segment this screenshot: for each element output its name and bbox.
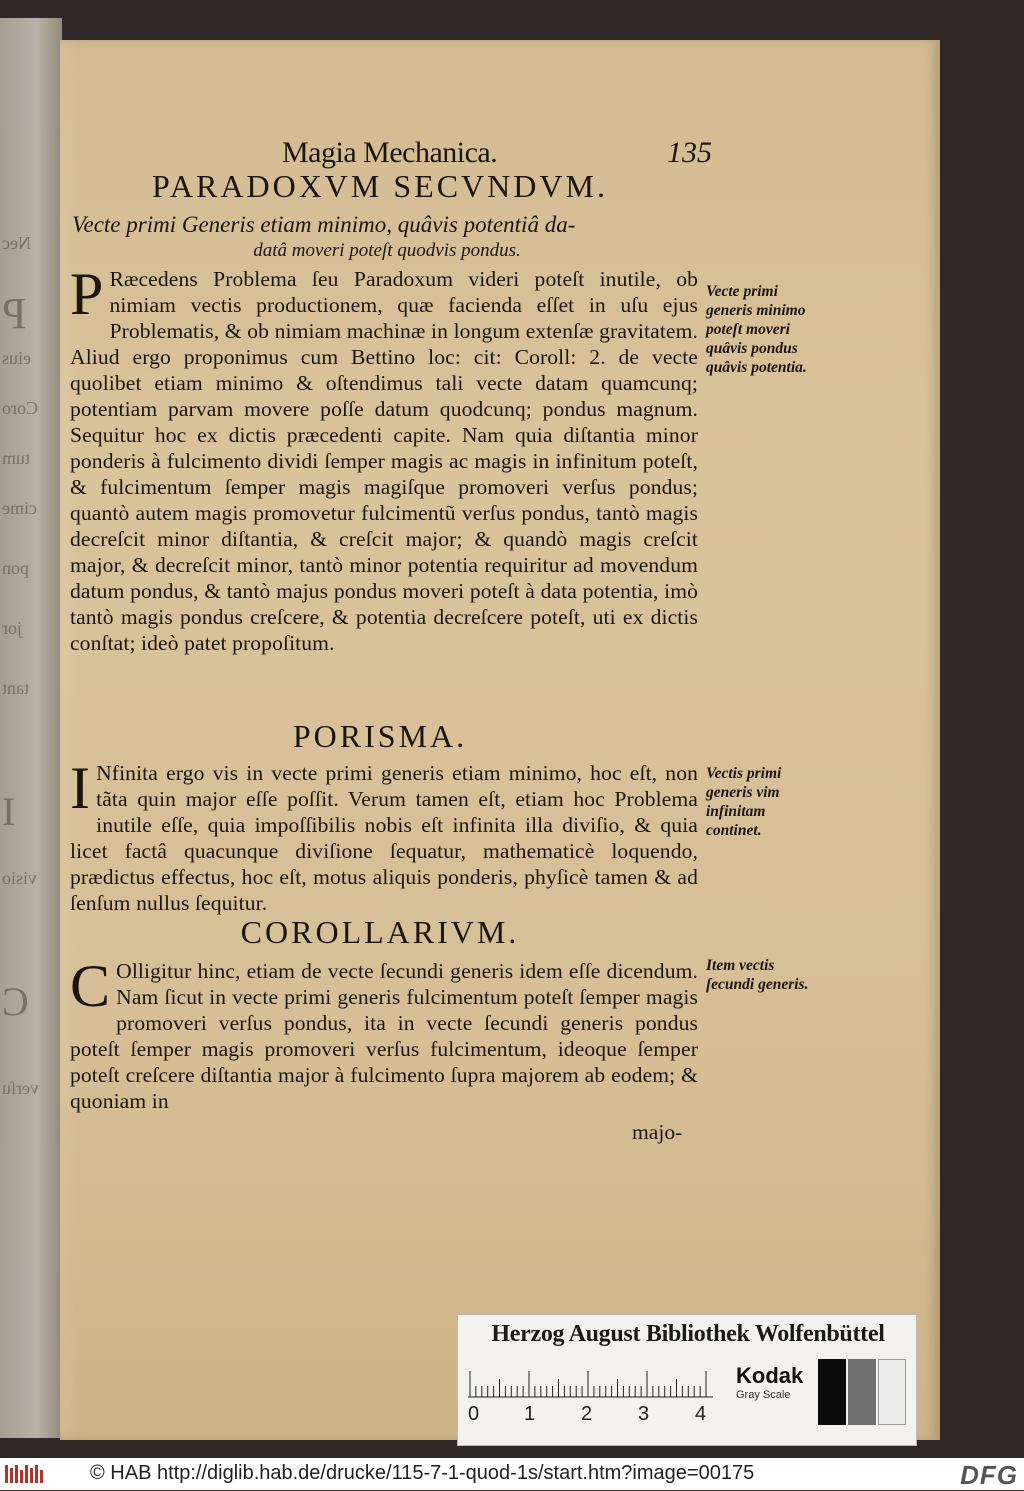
paradoxum-heading: PARADOXVM SECVNDVM. — [152, 168, 608, 204]
paradoxum-paragraph — [70, 261, 698, 656]
porisma-text: Nfinita ergo vis in vecte primi generis etiam minimo, hoc eſt, non tãta quin major eſſe poſſit. Verum tamen eſt, etiam hoc Problema inutile eſſe, quia impoſſibilis nobis eſt infinita illa diviſio, & quia licet factâ quacunque diviſione ſequatur, mathematicè loquendo, prædictus effectus, hoc eſt, motus aliquis ponderis, phyſicè tamen & ad ſenſum nullus ſequitur. — [70, 761, 698, 915]
margin-note-2: Vectis primi generis vim infinitam continet. — [706, 765, 782, 839]
porisma-paragraph — [70, 755, 698, 916]
folio-number: 135 — [667, 136, 712, 169]
mirror-ghost-text: cime — [2, 498, 37, 518]
corollarium-text: Olligitur hinc, etiam de vecte ſecundi generis idem eſſe dicendum. Nam ſicut in vecte primi generis fulcimentum poteſt ſemper magis promoveri verſus pondus, ita in vecte ſecundi generis pondus poteſt ſemper magis promoveri verſus fulcimentum, ideoque ſemper poteſt creſcere diſtantia major à fulcimento ſupra majorem ab eodem; & quoniam in — [70, 959, 698, 1113]
mirror-ghost-text: pon — [2, 558, 29, 578]
drop-cap: C — [70, 953, 111, 1019]
kodak-brand: Kodak — [736, 1363, 804, 1388]
color-card — [457, 1314, 917, 1446]
gray-swatch-mid — [848, 1359, 876, 1425]
mirror-ghost-text: I — [2, 789, 16, 834]
mirror-ghost-text: verſu — [2, 1078, 39, 1098]
drop-cap: P — [70, 261, 104, 327]
margin-note-3: Item vectis ſecundi generis. — [706, 957, 809, 993]
catchword: majo- — [632, 1120, 683, 1144]
footer-bar — [0, 1458, 1024, 1490]
ruler-scale — [468, 1363, 713, 1399]
previous-page-edge — [0, 18, 62, 1438]
gray-swatch-white — [878, 1359, 906, 1425]
ruler-number: 3 — [638, 1403, 650, 1425]
mirror-ghost-text: Nec — [2, 233, 31, 253]
mirror-ghost-text: tant — [2, 678, 29, 698]
mirror-ghost-text: jor — [2, 618, 22, 638]
ruler-number: 2 — [581, 1403, 593, 1425]
corollarium-heading: COROLLARIVM. — [240, 914, 520, 950]
paradoxum-title-line2: datâ moveri poteſt quodvis pondus. — [253, 240, 521, 261]
drop-cap: I — [70, 755, 91, 821]
mirror-ghost-text: Coro — [2, 398, 38, 418]
gray-swatch-black — [818, 1359, 846, 1425]
copyright-url[interactable]: © HAB http://diglib.hab.de/drucke/115-7-1-quod-1s/start.htm?image=00175 — [90, 1462, 755, 1484]
dfg-logo: DFG — [960, 1460, 1018, 1490]
running-head: Magia Mechanica. — [282, 136, 498, 169]
card-title: Herzog August Bibliothek Wolfenbüttel — [491, 1321, 885, 1347]
margin-note-1: Vecte primi generis minimo poteſt moveri quâvis pondus quâvis potentia. — [706, 283, 807, 376]
mirror-ghost-text: C — [2, 979, 29, 1024]
page-header — [282, 136, 712, 172]
paradoxum-text: Ræcedens Problema ſeu Paradoxum videri poteſt inutile, ob nimiam vectis productionem, quæ facienda eſſet in uſu ejus Problematis, & ob nimiam machinæ in longum extenſæ gravitatem. Aliud ergo proponimus cum Bettino loc: cit: Coroll: 2. de vecte quolibet etiam minimo & oſtendimus tali vecte datam quamcunq; potentiam parvam movere poſſe datum quodcunq; pondus magnum. Sequitur hoc ex dictis præcedenti capite. Nam quia diſtantia minor ponderis à fulcimento dividi ſemper magis ac magis in infinitum poteſt, & fulcimentum ſemper magis magiſque promoveri verſus pondus; quantò autem magis promovetur fulcimentũ verſus pondus, tantò magis decreſcit minor diſtantia, & creſcit major; & quandò magis creſcit major, & decreſcit minor, tantò minor potentia requiritur ad movendum datum pondus, & tantò majus pondus moveri poteſt à data potentia, imò tantò magis pondus creſcere, & potentia decreſcere poteſt, uti ex dictis conſtat; ideò patet propoſitum. — [70, 267, 698, 655]
ruler-number: 1 — [524, 1403, 536, 1425]
mirror-ghost-text: tum — [2, 448, 31, 468]
porisma-heading: PORISMA. — [292, 718, 468, 754]
paradoxum-title — [72, 212, 702, 264]
corollarium-paragraph — [70, 953, 698, 1114]
mirror-ghost-text: P — [2, 289, 27, 338]
gray-scale-label: Gray Scale — [736, 1389, 791, 1401]
mirror-ghost-text: visio — [2, 868, 38, 888]
ruler-number: 4 — [695, 1403, 707, 1425]
paradoxum-title-line1: Vecte primi Generis etiam minimo, quâvis potentiâ da- — [72, 212, 576, 237]
hab-logo-icon — [4, 1462, 48, 1486]
mirror-ghost-text: eius — [2, 348, 31, 368]
ruler-number: 0 — [468, 1403, 480, 1425]
